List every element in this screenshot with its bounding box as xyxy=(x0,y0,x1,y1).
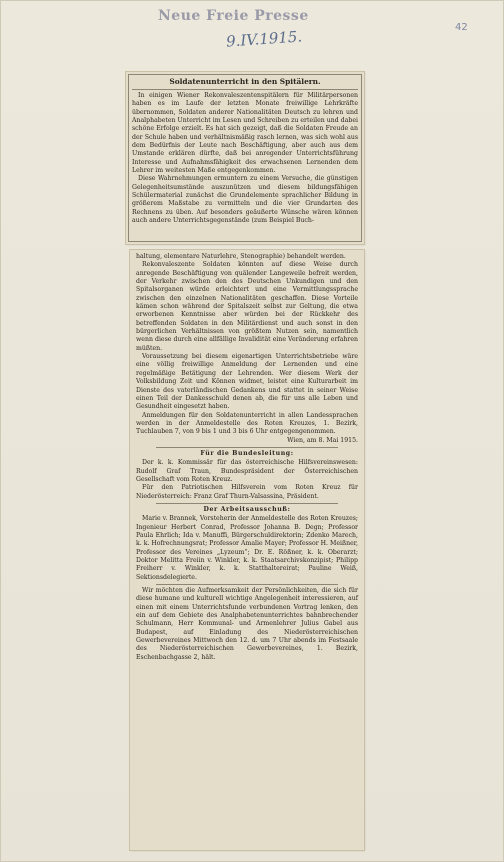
article-paragraph: Diese Wahrnehmungen ermuntern zu einem Versuche, die günstigen Gelegenheitsumstände auszunützen und diesem bildungsfähigen Schülermaterial zunächst die Grundelemente sprachlicher Bildung in größerem Maßstabe zu vermitteln und die vier Grundarten des Rechnens zu üben. Auf besonders geäußerte Wünsche wären können auch andere Unterrichtsgegenstände (zum Beispiel Buch- xyxy=(132,175,358,225)
divider xyxy=(156,503,338,504)
newspaper-stamp: Neue Freie Presse xyxy=(158,8,309,24)
leadership-entry: Für den Patriotischen Hilfsverein vom Roten Kreuz für Niederösterreich: Franz Graf Thurn-Valsassina, Präsident. xyxy=(136,484,358,500)
committee-list: Marie v. Brannek, Vorsteherin der Anmeldestelle des Roten Kreuzes; Ingenieur Herbert Conrad, Professor Johanna B. Degn; Professor Paula Ehrlich; Ida v. Manuffi, Bürgerschuldirektorin; Zdenko Marech, k. k. Hofrechnungsrat; Professor Amalie Mayer; Professor H. Meißner, Professor des Vereines „Lyzeum“; Dr. E. Rößner, k. k. Oberarzt; Doktor Melitta Freiin v. Winkler, k. k. Staatsarchivskonzipist; Philipp Freiherr v. Winkler, k. k. Statthaltereirat; Pauline Weiß, Sektionsdelegierte. xyxy=(136,515,358,581)
page-number: 42 xyxy=(455,22,468,33)
divider xyxy=(156,584,338,585)
leadership-heading: Für die Bundesleitung: xyxy=(200,449,294,457)
leadership-entry: Der k. k. Kommissär für das österreichische Hilfsvereinswesen: Rudolf Graf Traun, Bundespräsident der Österreichischen Gesellschaft vom Roten Kreuz. xyxy=(136,459,358,483)
clipping-part-2 xyxy=(130,250,364,850)
divider xyxy=(156,447,338,448)
clipping-part-1 xyxy=(126,72,364,244)
handwritten-date: 9.IV.1915. xyxy=(225,27,303,51)
committee-heading: Der Arbeitsausschuß: xyxy=(203,505,291,513)
article-paragraph: Voraussetzung bei diesem eigenartigen Unterrichtsbetriebe wäre eine völlig freiwillige Anmeldung der Lernenden und eine regelmäßige Betätigung der Lehrenden. Wer diesem Werk der Volksbildung Zeit und Können widmet, leistet eine Kulturarbeit im Dienste des vaterländischen Gedankens und stattet in seiner Weise einen Teil der Dankesschuld denen ab, die für uns alle Leben und Gesundheit eingesetzt haben. xyxy=(136,353,358,411)
article-paragraph: Rekonvaleszente Soldaten könnten auf diese Weise durch anregende Beschäftigung von quälender Langeweile befreit werden, der Verkehr zwischen den des Deutschen Unkundigen und den Spitalsorganen würde erleichtert und eine Vermittlungssprache zwischen den einzelnen Nationalitäten geschaffen. Diese Vorteile kämen schon während der Spitalszeit selbst zur Geltung, die etwa erworbenen Kenntnisse aber würden bei der Rückkehr des betreffenden Soldaten in den Militärdienst und auch sonst in den bürgerlichen Verhältnissen von größtem Nutzen sein, namentlich wenn diese durch eine allfällige Invalidität eine Veränderung erfahren müßten. xyxy=(136,261,358,352)
article-paragraph: Anmeldungen für den Soldatenunterricht in allen Landessprachen werden in der Anmeldestelle des Roten Kreuzes, 1. Bezirk, Tuchlauben 7, von 9 bis 1 und 3 bis 6 Uhr entgegengenommen. xyxy=(136,411,358,436)
article-paragraph: In einigen Wiener Rekonvaleszentenspitälern für Militärpersonen haben es im Laufe der letzten Monate freiwillige Lehrkräfte übernommen, Soldaten anderer Nationalitäten Deutsch zu lehren und Analphabeten Unterricht im Lesen und Schreiben zu erteilen und dabei schöne Erfolge erzielt. Es hat sich gezeigt, daß die Soldaten Freude an der Schule haben und verhältnismäßig rasch lernen, was sich wohl aus dem Bedürfnis der Leute nach Beschäftigung, aber auch aus dem Umstande erklären dürfte, daß bei anregender Unterrichtsführung Interesse und Aufnahmsfähigkeit des erwachsenen Lernenden dem Lehrer im weitesten Maße entgegenkommen. xyxy=(132,92,358,175)
article-paragraph: haltung, elementare Naturlehre, Stenographie) behandelt werden. xyxy=(136,253,346,260)
closing-paragraph: Wir möchten die Aufmerksamkeit der Persönlichkeiten, die sich für diese humane und kulturell wichtige Angelegenheit interessieren, auf einen mit einem Unterrichtsfunde verbundenen Vortrag lenken, den ein auf dem Gebiete des Analphabetenunterrichtes bahnbrechender Schulmann, Herr Kommunal- und Armenlehrer Julius Gabel aus Budapest, auf Einladung des Niederösterreichischen Gewerbevereines Mittwoch den 12. d. um 7 Uhr abends im Festsaale des Niederösterreichischen Gewerbevereines, 1. Bezirk, Eschenbachgasse 2, hält. xyxy=(136,587,358,661)
dateline: Wien, am 8. Mai 1915. xyxy=(287,436,358,444)
article-title: Soldatenunterricht in den Spitälern. xyxy=(132,77,358,90)
